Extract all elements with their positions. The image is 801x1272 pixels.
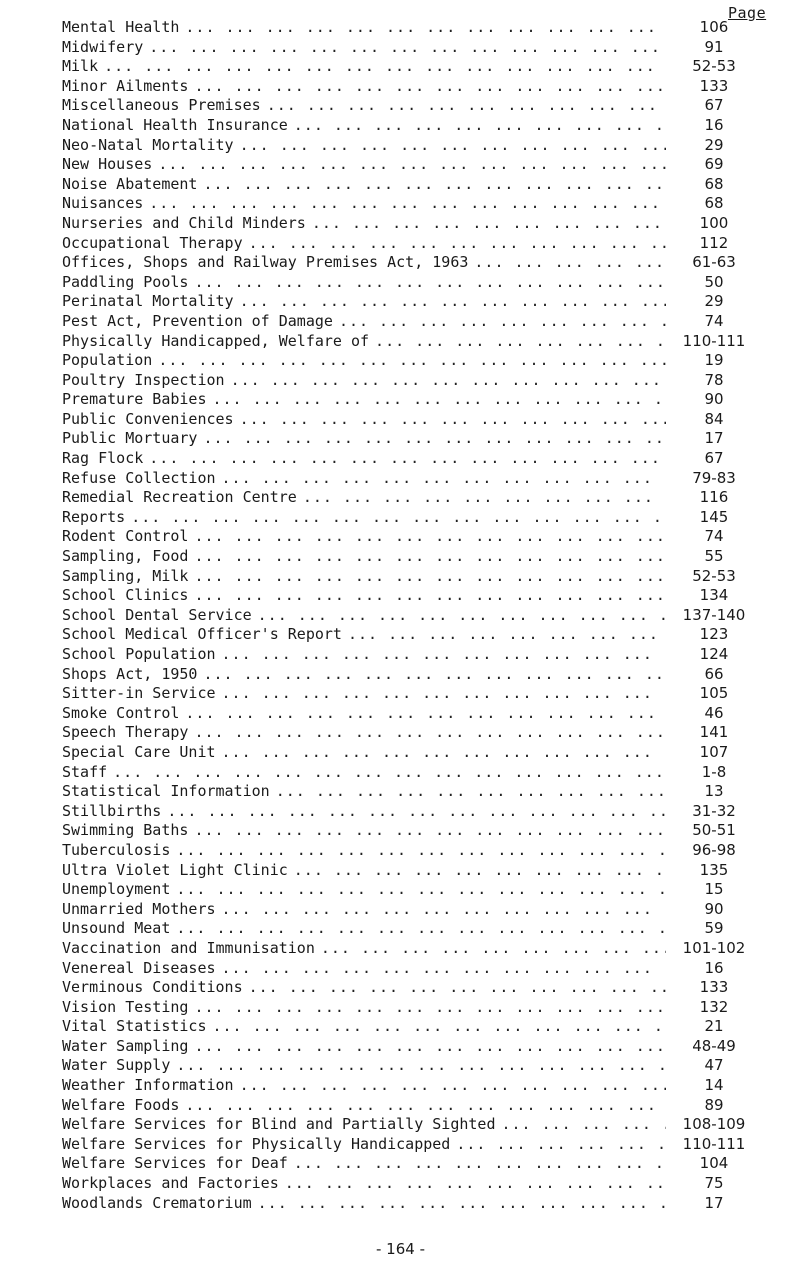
index-entry	[62, 841, 762, 861]
index-entry	[62, 1115, 762, 1135]
entry-page-number: 47	[704, 1056, 724, 1075]
entry-term: School Clinics	[62, 586, 189, 605]
index-entry	[62, 136, 762, 156]
index-entry	[62, 18, 762, 38]
entry-term: Welfare Services for Deaf	[62, 1154, 288, 1173]
index-entry	[62, 606, 762, 626]
dot-leader	[167, 802, 666, 822]
index-entry	[62, 410, 762, 430]
entry-page-number: 134	[699, 586, 729, 605]
entry-page-number: 16	[704, 115, 724, 134]
dot-leader	[240, 1076, 666, 1096]
entry-term: Verminous Conditions	[62, 978, 243, 997]
entry-term: Miscellaneous Premises	[62, 96, 261, 115]
entry-page-number: 90	[704, 899, 724, 918]
entry-term: Speech Therapy	[62, 723, 189, 742]
dot-leader	[194, 567, 666, 587]
index-entry	[62, 665, 762, 685]
entry-term: Remedial Recreation Centre	[62, 488, 297, 507]
entry-term: Nurseries and Child Minders	[62, 213, 306, 232]
entry-page-number: 50-51	[692, 821, 736, 840]
entry-page-number: 141	[699, 723, 729, 742]
dot-leader	[158, 351, 666, 371]
entry-page-number: 110-111	[682, 1134, 746, 1153]
dot-leader	[213, 390, 667, 410]
index-entry	[62, 527, 762, 547]
entry-term: Noise Abatement	[62, 174, 198, 193]
entry-term: Water Sampling	[62, 1036, 189, 1055]
index-entry	[62, 1135, 762, 1155]
index-entry	[62, 763, 762, 783]
entry-page-number: 48-49	[692, 1036, 736, 1055]
entry-page-number: 137-140	[682, 605, 746, 624]
entry-page-number: 19	[704, 351, 724, 370]
dot-leader	[348, 625, 666, 645]
entry-term: Welfare Services for Physically Handicapped	[62, 1134, 451, 1153]
entry-page-number: 1-8	[701, 762, 727, 781]
dot-leader	[176, 919, 666, 939]
entry-term: Pest Act, Prevention of Damage	[62, 311, 333, 330]
entry-page-number: 13	[704, 782, 724, 801]
entry-term: Milk	[62, 57, 99, 76]
index-entry	[62, 704, 762, 724]
dot-leader	[185, 1096, 666, 1116]
entry-page-number: 68	[704, 174, 724, 193]
entry-term: Ultra Violet Light Clinic	[62, 860, 288, 879]
entry-term: Offices, Shops and Railway Premises Act, 1963	[62, 253, 469, 272]
entry-term: Paddling Pools	[62, 272, 189, 291]
entry-page-number: 15	[704, 880, 724, 899]
dot-leader	[294, 861, 666, 881]
entry-page-number: 96-98	[692, 840, 736, 859]
entry-term: Refuse Collection	[62, 468, 216, 487]
entry-page-number: 89	[704, 1095, 724, 1114]
dot-leader	[321, 939, 666, 959]
index-entry	[62, 684, 762, 704]
entry-term: Welfare Services for Blind and Partially Sighted	[62, 1115, 496, 1134]
index-entry	[62, 351, 762, 371]
index-entry	[62, 723, 762, 743]
entry-term: Stillbirths	[62, 801, 162, 820]
entry-page-number: 105	[699, 684, 729, 703]
entry-page-number: 108-109	[682, 1115, 746, 1134]
entry-term: Smoke Control	[62, 703, 180, 722]
entry-page-number: 78	[704, 370, 724, 389]
dot-leader	[222, 684, 666, 704]
entry-page-number: 124	[699, 645, 729, 663]
index-entry	[62, 508, 762, 528]
index-entry	[62, 743, 762, 763]
index-entry	[62, 861, 762, 881]
index-entry	[62, 978, 762, 998]
entry-term: Staff	[62, 762, 108, 781]
dot-leader	[194, 723, 666, 743]
entry-term: Rag Flock	[62, 449, 144, 468]
index-entry	[62, 449, 762, 469]
index-entry	[62, 1096, 762, 1116]
dot-leader	[258, 606, 666, 626]
entry-term: Midwifery	[62, 37, 144, 56]
dot-leader	[203, 175, 666, 195]
entry-term: Shops Act, 1950	[62, 664, 198, 683]
entry-term: Poultry Inspection	[62, 370, 225, 389]
dot-leader	[222, 469, 666, 489]
entry-page-number: 74	[704, 311, 724, 330]
dot-leader	[203, 665, 666, 685]
entry-term: Woodlands Crematorium	[62, 1193, 252, 1212]
entry-term: School Population	[62, 645, 216, 663]
dot-leader	[194, 586, 666, 606]
entry-term: Water Supply	[62, 1056, 171, 1075]
entry-page-number: 14	[704, 1076, 724, 1095]
entry-page-number: 104	[699, 1154, 729, 1173]
entry-term: Swimming Baths	[62, 821, 189, 840]
index-entry	[62, 998, 762, 1018]
entry-term: Occupational Therapy	[62, 233, 243, 252]
dot-leader	[185, 704, 666, 724]
entry-page-number: 116	[699, 488, 729, 507]
entry-page-number: 31-32	[692, 801, 736, 820]
index-entry	[62, 1154, 762, 1174]
index-entry	[62, 567, 762, 587]
dot-leader	[231, 371, 666, 391]
entry-page-number: 59	[704, 919, 724, 938]
dot-leader	[222, 959, 666, 979]
entry-page-number: 90	[704, 390, 724, 409]
index-entry	[62, 253, 762, 273]
entry-term: Vision Testing	[62, 997, 189, 1016]
index-entry	[62, 371, 762, 391]
page-number: - 164 -	[376, 1240, 425, 1258]
entry-page-number: 110-111	[682, 331, 746, 350]
dot-leader	[194, 527, 666, 547]
entry-term: Unsound Meat	[62, 919, 171, 938]
dot-leader	[222, 743, 666, 763]
dot-leader	[176, 841, 666, 861]
index-entry	[62, 586, 762, 606]
index-entry	[62, 332, 762, 352]
dot-leader	[158, 155, 666, 175]
entry-page-number: 52-53	[692, 57, 736, 76]
dot-leader	[294, 1154, 666, 1174]
entry-term: Minor Ailments	[62, 76, 189, 95]
dot-leader	[312, 214, 666, 234]
entry-term: Perinatal Mortality	[62, 292, 234, 311]
entry-page-number: 52-53	[692, 566, 736, 585]
entry-page-number: 145	[699, 507, 729, 526]
index-entry	[62, 1017, 762, 1037]
dot-leader	[176, 1056, 666, 1076]
entry-term: Premature Babies	[62, 390, 207, 409]
entry-term: Reports	[62, 507, 126, 526]
dot-leader	[194, 821, 666, 841]
entry-term: Sampling, Food	[62, 547, 189, 566]
entry-page-number: 75	[704, 1174, 724, 1193]
entry-term: Statistical Information	[62, 782, 270, 801]
entry-page-number: 21	[704, 1017, 724, 1036]
entry-page-number: 135	[699, 860, 729, 879]
dot-leader	[240, 292, 666, 312]
index-entry	[62, 312, 762, 332]
entry-term: Sitter-in Service	[62, 684, 216, 703]
index-entry	[62, 175, 762, 195]
entry-term: Neo-Natal Mortality	[62, 135, 234, 154]
entry-term: Unemployment	[62, 880, 171, 899]
entry-page-number: 29	[704, 292, 724, 311]
dot-leader	[185, 18, 666, 38]
entry-term: School Dental Service	[62, 605, 252, 624]
index-entry	[62, 939, 762, 959]
entry-page-number: 55	[704, 547, 724, 566]
index-entry	[62, 802, 762, 822]
index-entry	[62, 194, 762, 214]
entry-term: Rodent Control	[62, 527, 189, 546]
entry-page-number: 74	[704, 527, 724, 546]
entry-page-number: 100	[699, 213, 729, 232]
entry-page-number: 112	[699, 233, 729, 252]
dot-leader	[258, 1194, 666, 1214]
index-entry	[62, 1076, 762, 1096]
dot-leader	[276, 782, 666, 802]
dot-leader	[285, 1174, 666, 1194]
entry-term: Weather Information	[62, 1076, 234, 1095]
entry-term: Tuberculosis	[62, 840, 171, 859]
dot-leader	[240, 136, 666, 156]
dot-leader	[303, 488, 666, 508]
entry-page-number: 17	[704, 1193, 724, 1212]
entry-term: Vital Statistics	[62, 1017, 207, 1036]
index-entry	[62, 273, 762, 293]
entry-term: New Houses	[62, 155, 153, 174]
index-entry	[62, 155, 762, 175]
entry-term: Venereal Diseases	[62, 958, 216, 977]
entry-page-number: 101-102	[682, 938, 746, 957]
entry-term: National Health Insurance	[62, 115, 288, 134]
dot-leader	[194, 77, 666, 97]
index-entry	[62, 919, 762, 939]
entry-page-number: 106	[699, 18, 729, 36]
index-entry	[62, 234, 762, 254]
index-entry	[62, 1194, 762, 1214]
dot-leader	[267, 96, 666, 116]
dot-leader	[194, 547, 666, 567]
entry-term: Nuisances	[62, 194, 144, 213]
entry-page-number: 84	[704, 409, 724, 428]
entry-page-number: 66	[704, 664, 724, 683]
entry-term: Mental Health	[62, 18, 180, 36]
index-entry	[62, 900, 762, 920]
dot-leader	[149, 38, 666, 58]
dot-leader	[456, 1135, 666, 1155]
entry-page-number: 123	[699, 625, 729, 644]
entry-term: Public Conveniences	[62, 409, 234, 428]
dot-leader	[294, 116, 666, 136]
index-entry	[62, 880, 762, 900]
index-entry	[62, 214, 762, 234]
index-entry	[62, 429, 762, 449]
dot-leader	[113, 763, 666, 783]
dot-leader	[176, 880, 666, 900]
entry-page-number: 133	[699, 978, 729, 997]
entry-page-number: 61-63	[692, 253, 736, 272]
entry-term: Unmarried Mothers	[62, 899, 216, 918]
dot-leader	[194, 1037, 666, 1057]
index-entry	[62, 488, 762, 508]
index-entry	[62, 959, 762, 979]
entry-term: Public Mortuary	[62, 429, 198, 448]
dot-leader	[222, 645, 666, 665]
index-entry	[62, 96, 762, 116]
dot-leader	[104, 57, 666, 77]
dot-leader	[240, 410, 666, 430]
entry-page-number: 67	[704, 449, 724, 468]
dot-leader	[474, 253, 666, 273]
entry-term: Physically Handicapped, Welfare of	[62, 331, 370, 350]
dot-leader	[131, 508, 666, 528]
dot-leader	[194, 273, 666, 293]
entry-page-number: 29	[704, 135, 724, 154]
entry-page-number: 69	[704, 155, 724, 174]
index-entry	[62, 821, 762, 841]
index-entry	[62, 645, 762, 665]
dot-leader	[501, 1115, 666, 1135]
dot-leader	[339, 312, 666, 332]
index-entry	[62, 38, 762, 58]
index-entry	[62, 292, 762, 312]
entry-term: Vaccination and Immunisation	[62, 938, 315, 957]
index-entry	[62, 1037, 762, 1057]
dot-leader	[149, 449, 666, 469]
entry-page-number: 132	[699, 997, 729, 1016]
entry-page-number: 133	[699, 76, 729, 95]
dot-leader	[375, 332, 666, 352]
index-entry	[62, 116, 762, 136]
entry-term: Population	[62, 351, 153, 370]
index-entry	[62, 547, 762, 567]
entry-term: Sampling, Milk	[62, 566, 189, 585]
dot-leader	[213, 1017, 667, 1037]
index-entry	[62, 390, 762, 410]
entry-term: School Medical Officer's Report	[62, 625, 342, 644]
index-entry	[62, 77, 762, 97]
dot-leader	[249, 234, 666, 254]
entry-term: Workplaces and Factories	[62, 1174, 279, 1193]
dot-leader	[222, 900, 666, 920]
entry-page-number: 16	[704, 958, 724, 977]
index-entry	[62, 625, 762, 645]
index-entry	[62, 1174, 762, 1194]
entry-page-number: 67	[704, 96, 724, 115]
index-list	[62, 18, 762, 1213]
index-entry	[62, 469, 762, 489]
dot-leader	[203, 429, 666, 449]
entry-page-number: 50	[704, 272, 724, 291]
dot-leader	[249, 978, 666, 998]
entry-page-number: 46	[704, 703, 724, 722]
page-column-heading: Page	[728, 4, 767, 22]
entry-term: Welfare Foods	[62, 1095, 180, 1114]
entry-page-number: 79-83	[692, 468, 736, 487]
index-entry	[62, 57, 762, 77]
dot-leader	[149, 194, 666, 214]
entry-page-number: 68	[704, 194, 724, 213]
entry-page-number: 107	[699, 742, 729, 761]
entry-page-number: 17	[704, 429, 724, 448]
entry-term: Special Care Unit	[62, 742, 216, 761]
index-entry	[62, 782, 762, 802]
entry-page-number: 91	[704, 37, 724, 56]
dot-leader	[194, 998, 666, 1018]
index-entry	[62, 1056, 762, 1076]
